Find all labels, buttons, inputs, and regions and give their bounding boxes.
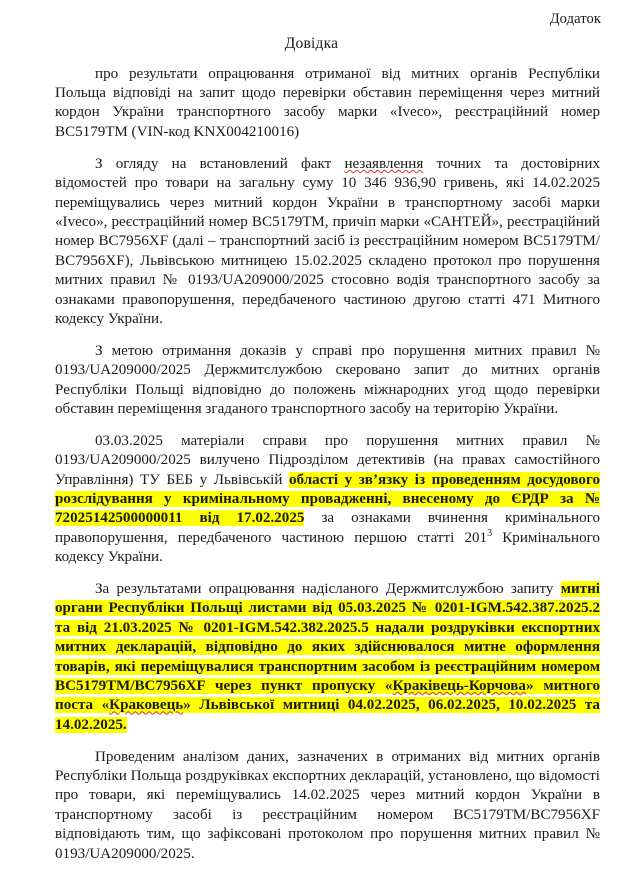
paragraph-4-segment-after-1: за ознаками вчинення кримінального правопорушення, передбаченого частиною першою статті 201 [55,510,600,546]
article-superscript: 3 [487,527,493,539]
paragraph-2-segment-1: З огляду на встановлений факт [95,155,345,172]
paragraph-case-seizure [55,432,620,568]
highlighted-text-polish-letters: митні органи Республіки Польщі листами від 05.03.2025 № 0201-IGM.542.387.2025.2 та від 21.03.2025 № 0201-IGM.542.382.2025.5 надали роздруківки експортних митних декларацій, відповідно до яких здійснювалося митне оформлення товарів, які переміщувалися транспортним засобом із реєстраційним номером ВС5179ТМ/ВС7956XF через пункт пропуску « [55,581,600,695]
paragraph-4-segment-after-2: Кримінального кодексу України. [55,529,600,566]
paragraph-4-segment-before: 03.03.2025 матеріали справи про порушення митних правил № 0193/UA209000/2025 вилучено Підрозділом детективів (на правах самостійного Управління) ТУ БЕБ у Львівській [55,432,600,488]
paragraph-analysis-conclusion [55,748,620,864]
highlighted-text-crossing-dates: » Львівської митниці 04.02.2025, 06.02.2025, 10.02.2025 та 14.02.2025. [55,697,600,733]
paragraph-2-segment-2: точних та достовірних відомостей про товари на загальну суму 10 346 936,90 гривень, які 14.02.2025 переміщувались через митний кордон України в транспортному засобі марки «Iveco», реєстраційний номер ВС5179ТМ, причіп марки «САНТЕЙ», реєстраційний номер ВС7956XF (далі – транспортний засіб із реєстраційним номером ВС5179ТМ/ВС7956XF), Львівською митницею 15.02.2025 складено протокол про порушення митних правил № 0193/UA209000/2025 стосовно водія транспортного засобу за ознаками правопорушення, передбаченого частиною другою статті 471 Митного кодексу України. [55,155,600,327]
spellcheck-word-krakivets-korchova: Краківець-Корчова [392,678,526,695]
document-title: Довідка [284,34,339,52]
paragraph-6-text: Проведеним аналізом даних, зазначених в отриманих від митних органів Республіки Польща роздруківках експортних декларацій, установлено, що відомості про товари, які переміщувались 14.02.2025 через митний кордон України в транспортному засобі із реєстраційним номером ВС5179ТМ/ВС7956XF відповідають тим, що зафіксовані протоколом про порушення митних правил № 0193/UA209000/2025. [55,748,600,862]
paragraph-subtitle-text: про результати опрацювання отриманої від митних органів Республіки Польща відповіді на запит щодо перевірки обставин переміщення через митний кордон України транспортного засобу марки «Iveco», реєстраційний номер ВС5179ТМ (VIN-код KNX004210016) [55,65,600,140]
paragraph-5-segment-before: За результатами опрацювання надісланого Держмитслужбою запиту [95,581,561,598]
attachment-label: Додаток [549,11,601,27]
paragraph-subtitle [55,65,620,143]
highlighted-text-customs-post: » митного поста « [55,678,600,714]
paragraph-violation-facts [55,155,620,330]
paragraph-3-text: З метою отримання доказів у справі про порушення митних правил № 0193/UA209000/2025 Держмитслужбою скеровано запит до митних органів Республіки Польщі відповідно до положень міжнародних угод щодо перевірки обставин переміщення згаданого транспортного засобу на територію України. [55,342,600,417]
spellcheck-word-nezayavlennya: незаявлення [344,155,424,172]
highlighted-text-criminal-proceeding: області у зв’язку із проведенням досудового розслідування у кримінальному провадженні, внесеному до ЄРДР за № 72025142500000011 від 17.02.2025 [55,471,600,527]
paragraph-polish-response [55,580,620,735]
spellcheck-word-krakovets: Краковець [109,697,184,714]
paragraph-evidence-request [55,342,620,420]
